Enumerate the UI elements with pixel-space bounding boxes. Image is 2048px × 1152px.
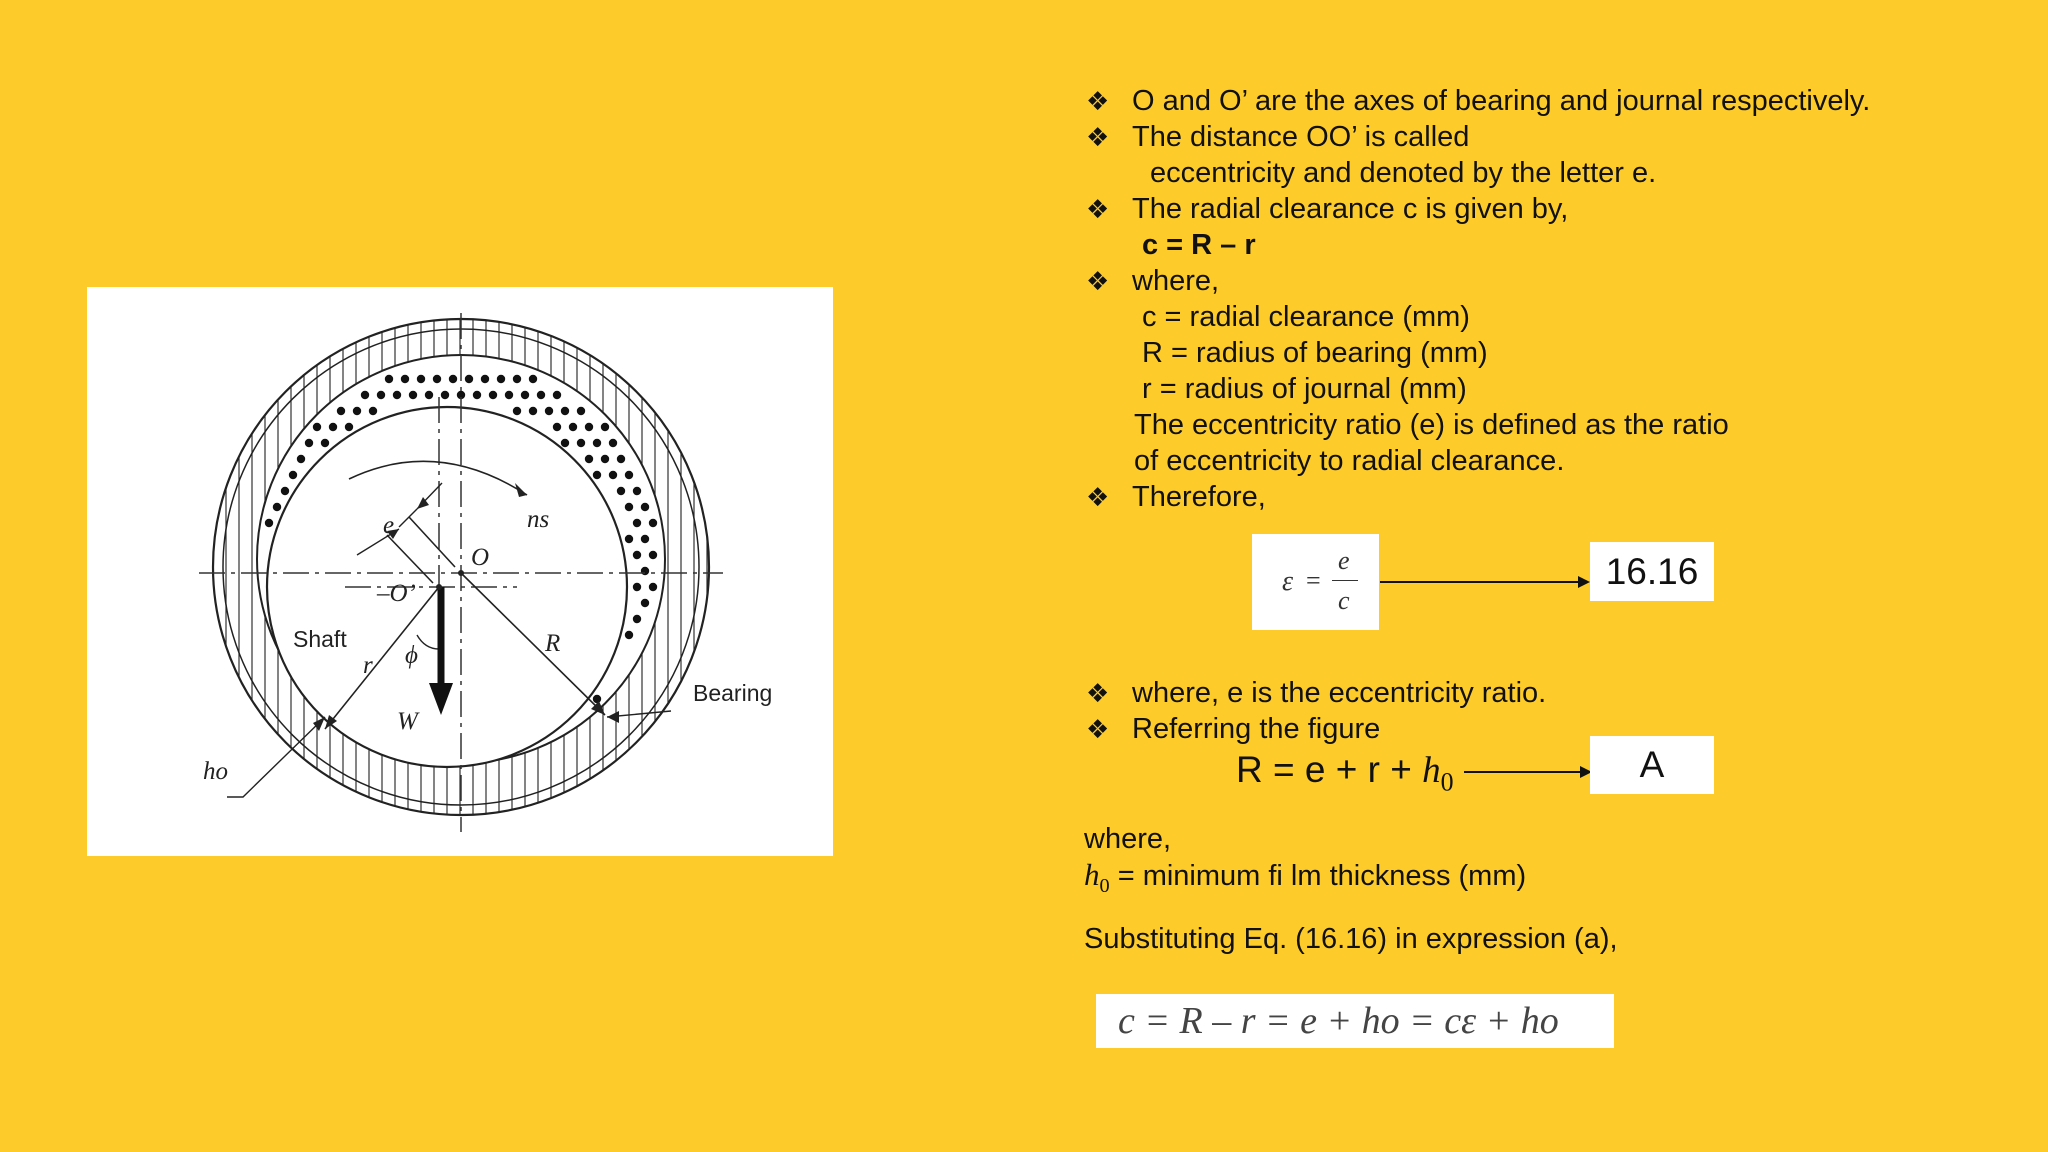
oil-dot <box>289 471 297 479</box>
oil-dot <box>633 583 641 591</box>
oil-dot <box>649 519 657 527</box>
text-substituting: Substituting Eq. (16.16) in expression (a), <box>1084 923 1618 955</box>
text-ratio-2: of eccentricity to radial clearance. <box>1134 445 1565 477</box>
oil-dot <box>593 695 601 703</box>
oil-dot <box>313 423 321 431</box>
oil-dot <box>609 439 617 447</box>
oil-dot <box>633 487 641 495</box>
text-eccentricity: eccentricity and denoted by the letter e. <box>1150 157 1657 189</box>
bearing-figure <box>87 287 833 856</box>
oil-dot <box>553 423 561 431</box>
oil-dot <box>585 423 593 431</box>
oil-dot <box>361 391 369 399</box>
oil-dot <box>633 615 641 623</box>
oil-dot <box>545 407 553 415</box>
oil-dot <box>385 375 393 383</box>
text-where-2: where, <box>1084 823 1172 855</box>
oil-dot <box>393 391 401 399</box>
bullet-icon: ❖ <box>1086 714 1110 744</box>
oil-dot <box>377 391 385 399</box>
oil-dot <box>601 455 609 463</box>
numerator: e <box>1338 546 1350 575</box>
bullet-icon: ❖ <box>1086 122 1110 152</box>
bullet-icon: ❖ <box>1086 86 1110 116</box>
def-R: R = radius of bearing (mm) <box>1142 337 1488 369</box>
journal-bearing-diagram <box>87 287 833 856</box>
arrow-to-eq-number <box>1378 570 1592 594</box>
oil-dot <box>529 407 537 415</box>
oil-dot <box>473 391 481 399</box>
oil-dot <box>649 551 657 559</box>
oil-dot <box>297 455 305 463</box>
text-clearance: The radial clearance c is given by, <box>1132 193 1569 225</box>
label-R: R <box>545 630 561 657</box>
label-W: W <box>397 708 418 735</box>
fraction-bar <box>1332 580 1358 581</box>
oil-dot <box>585 455 593 463</box>
label-ho: ho <box>203 758 228 785</box>
oil-dot <box>641 599 649 607</box>
oil-dot <box>633 551 641 559</box>
oil-dot <box>561 407 569 415</box>
oil-dot <box>417 375 425 383</box>
oil-dot <box>601 423 609 431</box>
label-shaft: Shaft <box>293 626 347 652</box>
oil-dot <box>345 423 353 431</box>
equation-number-box: 16.16 <box>1590 542 1714 601</box>
text-distance: The distance OO’ is called <box>1132 121 1470 153</box>
def-c: c = radial clearance (mm) <box>1142 301 1470 333</box>
oil-dot <box>353 407 361 415</box>
bullet-icon: ❖ <box>1086 266 1110 296</box>
oil-dot <box>449 375 457 383</box>
equals-sign: = <box>1306 566 1321 595</box>
oil-dot <box>633 519 641 527</box>
eq2-lhs: R = e + r + <box>1236 749 1423 790</box>
label-r: r <box>363 652 373 679</box>
oil-dot <box>577 439 585 447</box>
text-ratio-1: The eccentricity ratio (e) is defined as the ratio <box>1134 409 1729 441</box>
oil-dot <box>537 391 545 399</box>
oil-dot <box>321 439 329 447</box>
oil-dot <box>409 391 417 399</box>
oil-dot <box>273 503 281 511</box>
oil-dot <box>497 375 505 383</box>
oil-dot <box>593 471 601 479</box>
oil-dot <box>425 391 433 399</box>
text-eccentricity-ratio: where, e is the eccentricity ratio. <box>1132 677 1547 709</box>
arrow-to-expression-label <box>1462 760 1594 784</box>
text-referring: Referring the figure <box>1132 713 1381 745</box>
oil-dot <box>625 503 633 511</box>
oil-dot <box>529 375 537 383</box>
text-axes: O and O’ are the axes of bearing and journal respectively. <box>1132 85 1871 117</box>
oil-dot <box>617 455 625 463</box>
bullet-icon: ❖ <box>1086 678 1110 708</box>
oil-dot <box>521 391 529 399</box>
oil-dot <box>617 487 625 495</box>
def-r: r = radius of journal (mm) <box>1142 373 1467 405</box>
oil-dot <box>641 535 649 543</box>
oil-dot <box>489 391 497 399</box>
oil-dot <box>593 439 601 447</box>
oil-dot <box>369 407 377 415</box>
oil-dot <box>433 375 441 383</box>
oil-dot <box>513 407 521 415</box>
bullet-icon: ❖ <box>1086 482 1110 512</box>
oil-dot <box>265 519 273 527</box>
eq2-sub: 0 <box>1440 767 1454 797</box>
label-e: e <box>383 512 395 539</box>
oil-dot <box>641 503 649 511</box>
oil-dot <box>625 631 633 639</box>
oil-dot <box>625 471 633 479</box>
epsilon-symbol: ε <box>1282 566 1294 597</box>
equation-radius <box>1236 748 1454 804</box>
oil-dot <box>329 423 337 431</box>
label-O-prime: –O’ <box>377 580 416 607</box>
oil-dot <box>481 375 489 383</box>
label-ns: ns <box>527 506 550 533</box>
oil-dot <box>281 487 289 495</box>
label-bearing: Bearing <box>693 680 773 706</box>
label-phi: ϕ <box>405 642 418 669</box>
text-where: where, <box>1132 265 1220 297</box>
eq2-h: h <box>1422 750 1441 791</box>
def-h0: $h_0$ = minimum fi lm thickness (mm) <box>1084 857 1527 897</box>
oil-dot <box>305 439 313 447</box>
label-O: O <box>471 544 490 571</box>
expression-label-box: A <box>1590 736 1714 794</box>
final-equation: c = R – r = e + ho = cε + ho <box>1096 994 1614 1048</box>
oil-dot <box>641 567 649 575</box>
oil-dot <box>401 375 409 383</box>
oil-dot <box>441 391 449 399</box>
oil-dot <box>609 471 617 479</box>
oil-dot <box>625 535 633 543</box>
denominator: c <box>1338 586 1350 615</box>
oil-dot <box>513 375 521 383</box>
text-therefore: Therefore, <box>1132 481 1266 513</box>
oil-dot <box>553 391 561 399</box>
bullet-icon: ❖ <box>1086 194 1110 224</box>
formula-clearance: c = R – r <box>1142 229 1256 261</box>
oil-dot <box>465 375 473 383</box>
oil-dot <box>561 439 569 447</box>
oil-dot <box>649 583 657 591</box>
oil-dot <box>569 423 577 431</box>
oil-dot <box>505 391 513 399</box>
eccentricity-ratio-formula <box>1252 534 1379 630</box>
oil-dot <box>577 407 585 415</box>
oil-dot <box>337 407 345 415</box>
